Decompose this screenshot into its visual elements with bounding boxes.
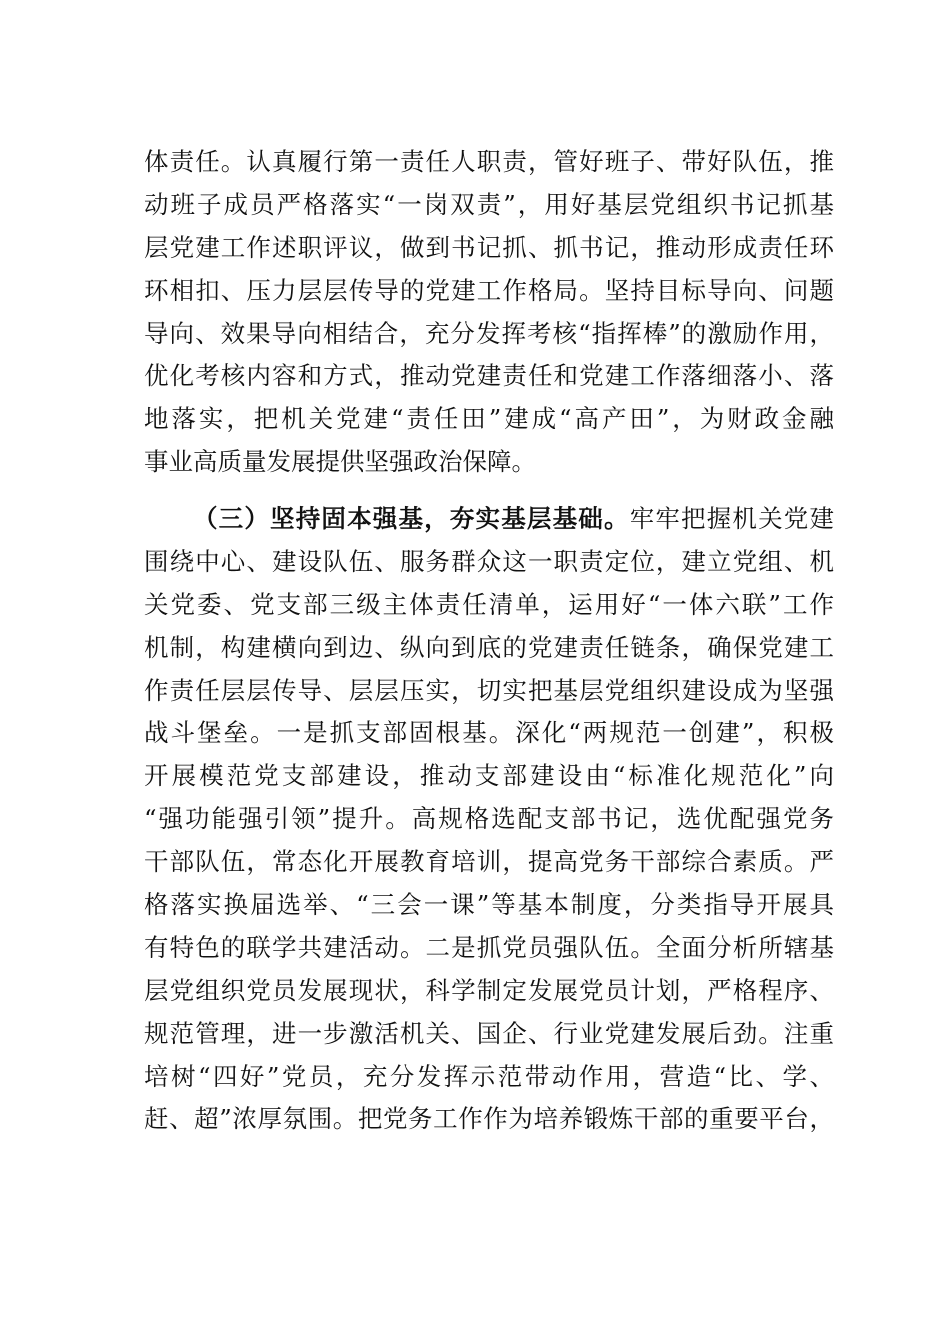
paragraph-2-line: 层党组织党员发展现状，科学制定发展党员计划，严格程序、 (144, 975, 834, 1005)
paragraph-2 (144, 498, 834, 1141)
paragraph-2-line: 开展模范党支部建设，推动支部建设由“标准化规范化”向 (144, 761, 834, 791)
paragraph-2-line: 关党委、党支部三级主体责任清单，运用好“一体六联”工作 (144, 589, 834, 619)
paragraph-2-line: 围绕中心、建设队伍、服务群众这一职责定位，建立党组、机 (144, 546, 834, 576)
paragraph-2-line: 培树“四好”党员，充分发挥示范带动作用，营造“比、学、 (144, 1061, 834, 1091)
section-heading: （三）坚持固本强基，夯实基层基础。 (193, 504, 630, 533)
paragraph-1-line: 动班子成员严格落实“一岗双责”，用好基层党组织书记抓基 (144, 189, 834, 219)
paragraph-2-first-line-text: 牢牢把握机关党建 (629, 504, 834, 533)
paragraph-2-line: “强功能强引领”提升。高规格选配支部书记，选优配强党务 (144, 804, 834, 834)
paragraph-2-line: 赶、超”浓厚氛围。把党务工作作为培养锻炼干部的重要平台， (144, 1104, 834, 1134)
paragraph-2-line: 规范管理，进一步激活机关、国企、行业党建发展后劲。注重 (144, 1018, 834, 1048)
paragraph-2-line: 有特色的联学共建活动。二是抓党员强队伍。全面分析所辖基 (144, 932, 834, 962)
paragraph-2-first-line (144, 498, 834, 541)
paragraph-1-line: 事业高质量发展提供坚强政治保障。 (144, 447, 536, 477)
paragraph-2-line: 机制，构建横向到边、纵向到底的党建责任链条，确保党建工 (144, 632, 834, 662)
paragraph-1 (144, 141, 834, 484)
paragraph-2-line: 干部队伍，常态化开展教育培训，提高党务干部综合素质。严 (144, 847, 834, 877)
paragraph-2-line: 作责任层层传导、层层压实，切实把基层党组织建设成为坚强 (144, 675, 834, 705)
paragraph-2-line: 格落实换届选举、“三会一课”等基本制度，分类指导开展具 (144, 890, 834, 920)
paragraph-1-line: 地落实，把机关党建“责任田”建成“高产田”，为财政金融 (144, 404, 834, 434)
paragraph-1-line: 导向、效果导向相结合，充分发挥考核“指挥棒”的激励作用， (144, 318, 834, 348)
paragraph-1-line: 优化考核内容和方式，推动党建责任和党建工作落细落小、落 (144, 361, 834, 391)
paragraph-1-line: 体责任。认真履行第一责任人职责，管好班子、带好队伍，推 (144, 147, 834, 176)
paragraph-2-line: 战斗堡垒。一是抓支部固根基。深化“两规范一创建”，积极 (144, 718, 834, 748)
paragraph-1-line: 层党建工作述职评议，做到书记抓、抓书记，推动形成责任环 (144, 232, 834, 262)
paragraph-1-line: 环相扣、压力层层传导的党建工作格局。坚持目标导向、问题 (144, 275, 834, 305)
